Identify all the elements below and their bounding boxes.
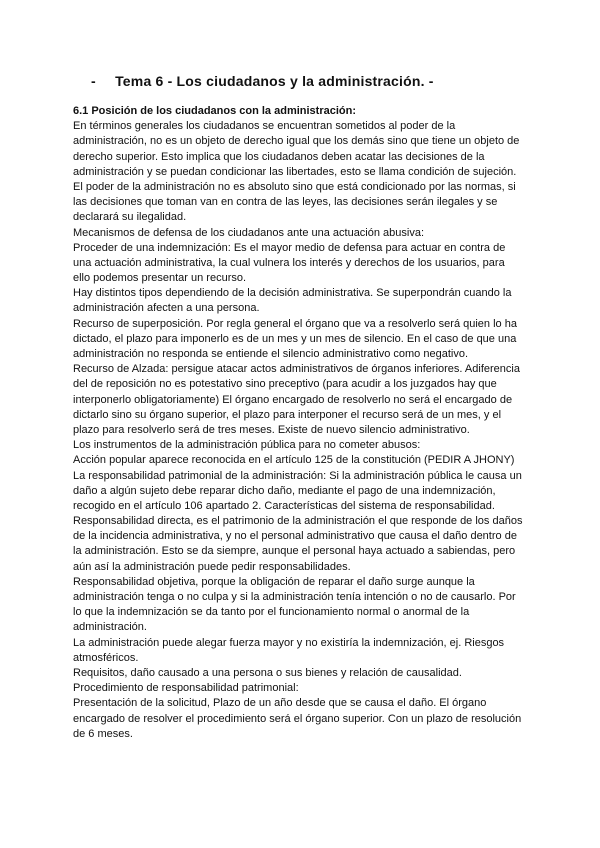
text-line: lo que la indemnización se da tanto por el funcionamiento normal o anormal de la: [73, 606, 470, 619]
section-heading: 6.1 Posición de los ciudadanos con la administración:: [73, 105, 357, 117]
text-line: las decisiones que toman van en contra de las leyes, las decisiones serán ilegales y se: [73, 196, 498, 209]
text-line: recogido en el artículo 106 apartado 2. Características del sistema de responsabilidad.: [73, 499, 495, 512]
title-bullet: -: [91, 73, 96, 89]
page-title: [91, 73, 571, 89]
text-line: dictarlo sino su órgano superior, el plazo para interponer el recurso será de un mes, y el: [73, 408, 502, 421]
text-line: administración y se puedan condicionar las libertades, esto se llama condición de sujeción.: [73, 165, 517, 178]
text-line: administración, no es un objeto de derecho igual que los demás sino que tiene un objeto de: [73, 135, 520, 148]
text-line: La administración puede alegar fuerza mayor y no existiría la indemnización, ej. Riesgos: [73, 636, 505, 649]
text-line: una actuación administrativa, la cual vulnera los interés y derechos de los usuarios, para: [73, 256, 505, 269]
text-line: administración.: [73, 621, 147, 634]
text-line: daño a algún sujeto debe reparar dicho daño, mediante el pago de una indemnización,: [73, 484, 496, 497]
text-line: Responsabilidad objetiva, porque la obligación de reparar el daño surge aunque la: [73, 575, 475, 588]
text-line: Recurso de Alzada: persigue atacar actos administrativos de órganos inferiores. Adiferencia: [73, 363, 520, 376]
text-line: administración afecten a una persona.: [73, 302, 260, 315]
text-line: ello podemos presentar un recurso.: [73, 272, 247, 285]
text-line: encargado de resolver el procedimiento será el órgano superior. Con un plazo de resolución: [73, 712, 522, 725]
text-line: El poder de la administración no es absoluto sino que está condicionado por las normas, si: [73, 180, 516, 193]
text-line: La responsabilidad patrimonial de la administración: Si la administración pública le causa un: [73, 469, 522, 482]
text-line: dictado, el plazo para imponerlo es de un mes y un mes de silencio. En el caso de que una: [73, 332, 517, 345]
document-body: [73, 104, 535, 742]
text-line: de la incidencia administrativa, y no el personal administrativo que causa el daño dentro de: [73, 530, 517, 543]
text-line: Requisitos, daño causado a una persona o sus bienes y relación de causalidad.: [73, 666, 462, 679]
text-line: Acción popular aparece reconocida en el artículo 125 de la constitución (PEDIR A JHONY): [73, 454, 515, 467]
text-line: Proceder de una indemnización: Es el mayor medio de defensa para actuar en contra de: [73, 241, 506, 254]
text-line: atmosféricos.: [73, 651, 139, 664]
text-line: Recurso de superposición. Por regla general el órgano que va a resolverlo será quien lo ha: [73, 317, 517, 330]
text-line: Procedimiento de responsabilidad patrimonial:: [73, 682, 299, 695]
text-line: derecho superior. Esto implica que los ciudadanos deben acatar las decisiones de la: [73, 150, 485, 163]
text-line: Los instrumentos de la administración pública para no cometer abusos:: [73, 439, 421, 452]
text-line: En términos generales los ciudadanos se encuentran sometidos al poder de la: [73, 120, 456, 133]
text-line: Presentación de la solicitud, Plazo de un año desde que se causa el daño. El órgano: [73, 697, 487, 710]
text-line: aún así la administración puede pedir responsabilidades.: [73, 560, 351, 573]
text-line: administración tenga o no culpa y si la administración tenía intención o no de causarlo. Por: [73, 591, 516, 603]
text-line: Responsabilidad directa, es el patrimonio de la administración el que responde de los daños: [73, 515, 523, 528]
title-text: Tema 6 - Los ciudadanos y la administración. -: [115, 73, 434, 89]
text-line: del de reposición no es potestativo sino preceptivo (para acudir a los juzgados hay que: [73, 378, 497, 391]
text-line: plazo para resolverlo será de tres meses. Existe de nuevo silencio administrativo.: [73, 423, 470, 436]
text-line: la administración. Esto se da siempre, aunque el personal haya actuado a sabiendas, pero: [73, 545, 516, 558]
text-line: administración no responda se entiende el silencio administrativo como negativo.: [73, 348, 469, 360]
text-line: Hay distintos tipos dependiendo de la decisión administrativa. Se superpondrán cuando la: [73, 287, 512, 300]
text-line: de 6 meses.: [73, 727, 133, 740]
text-line: declarará su ilegalidad.: [73, 211, 187, 224]
text-line: Mecanismos de defensa de los ciudadanos ante una actuación abusiva:: [73, 226, 425, 239]
text-line: interponerlo obligatoriamente) El órgano encargado de resolverlo no será el encargado de: [73, 393, 513, 406]
